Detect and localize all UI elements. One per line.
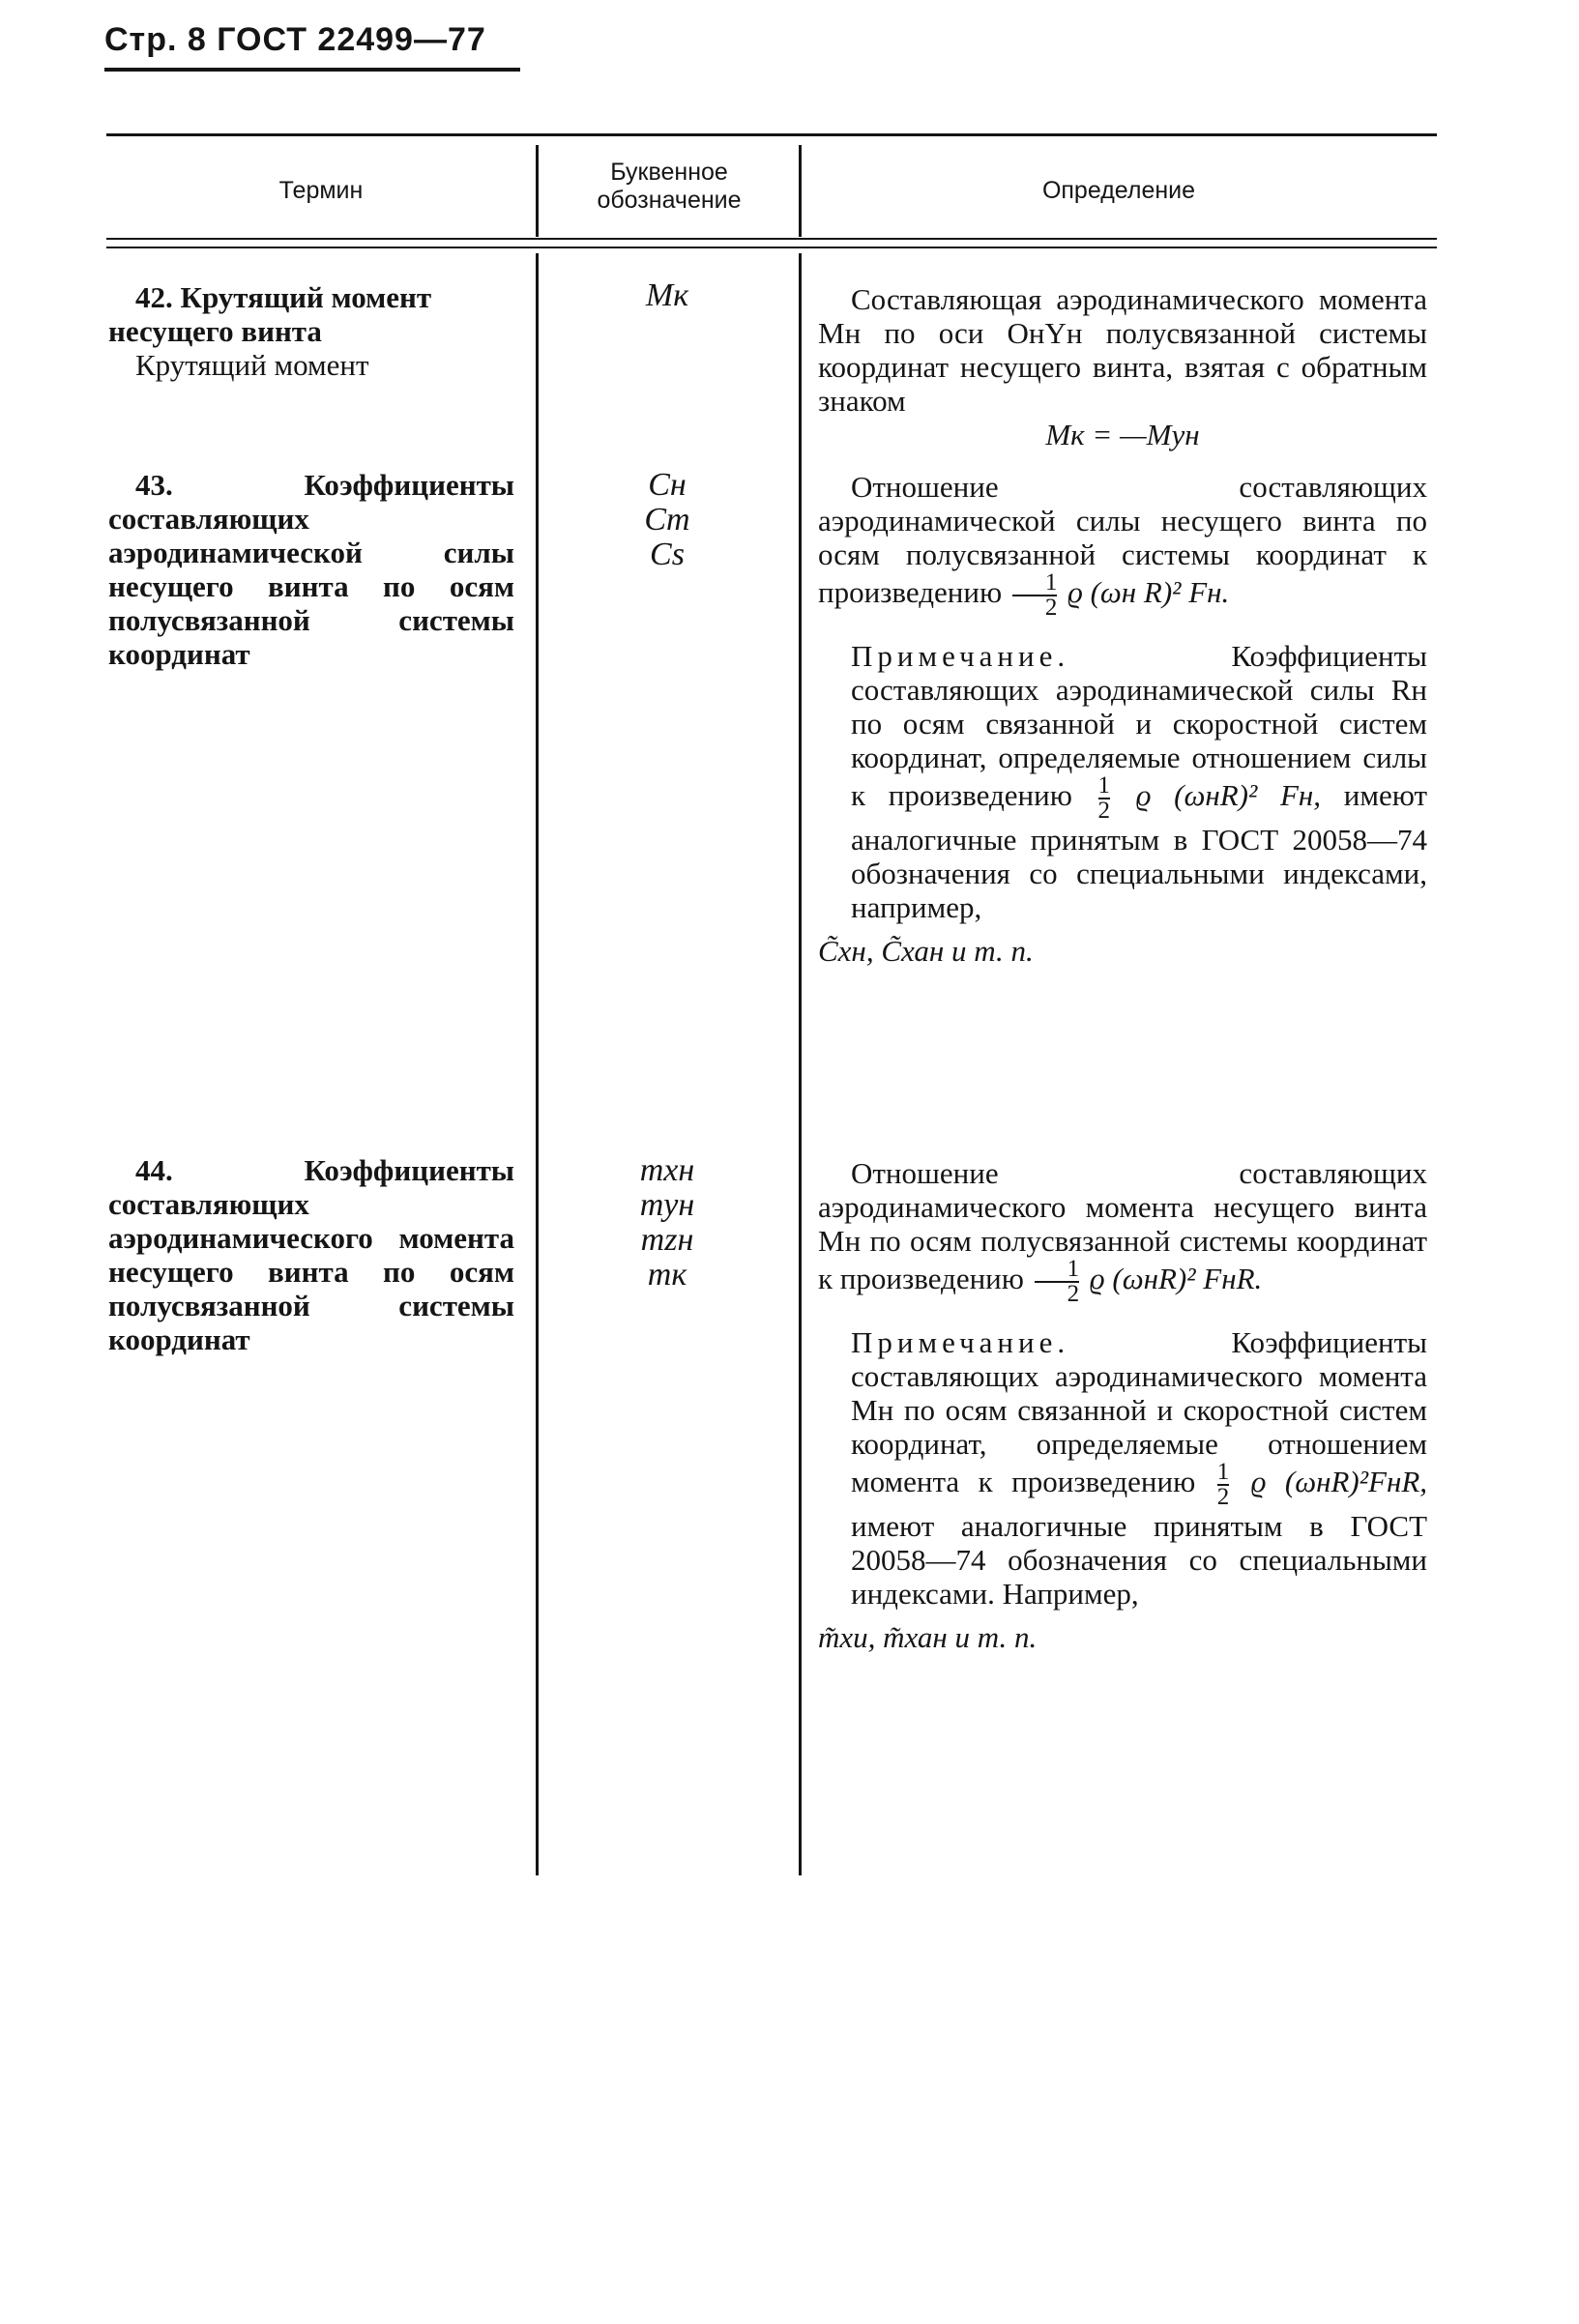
- note-44: Примечание. Коэффициенты составляющих аэродинамического момента Mн по осям связанной и скоростной систем координат, определяемые отношением момента к произведению $\frac{1}{2}$ ϱ (ωнR)²FнR, имеют аналогичные принятым в ГОСТ 20058—74 обозначения со специальными индексами. Например,: [851, 1325, 1428, 1611]
- column-header-definition: Определение: [1041, 177, 1196, 204]
- term-43: 43. Коэффициенты составляющих аэродинамической силы несущего винта по осям полусвязанной системы координат: [108, 468, 514, 671]
- note-43: Примечание. Коэффициенты составляющих аэродинамической силы Rн по осям связанной и скоростной систем координат, определяемые отношением силы к произведению $\frac{1}{2}$ ϱ (ωнR)² Fн, имеют аналогичные принятым в ГОСТ 20058—74 обозначения со специальными индексами, например,: [851, 639, 1427, 924]
- term-44: 44. Коэффициенты составляющих аэродинамического момента несущего винта по осям полусвязанной системы координат: [108, 1153, 514, 1356]
- column-divider: [799, 253, 802, 1875]
- note-examples-43: C̃хн, C̃хан и т. п.: [818, 934, 1034, 968]
- fraction: $\frac{1}{2}$: [1097, 772, 1111, 824]
- page-header: Стр. 8 ГОСТ 22499—77: [104, 21, 486, 58]
- column-header-symbol: Буквенное обозначение: [597, 159, 742, 214]
- column-divider: [536, 145, 539, 237]
- table-top-rule: [106, 133, 1437, 136]
- column-header-term: Термин: [278, 177, 364, 204]
- fraction: $\frac{1}{2}$: [1012, 571, 1058, 620]
- formula-42: Mк = —Mун: [1045, 418, 1200, 451]
- fraction: $\frac{1}{2}$: [1216, 1459, 1230, 1510]
- header-rule: [104, 68, 520, 72]
- symbol-44: mхн mун mzн mк: [639, 1152, 695, 1293]
- header-bottom-rule: [106, 247, 1437, 248]
- header-bottom-rule: [106, 238, 1437, 240]
- fraction: $\frac{1}{2}$: [1035, 1258, 1080, 1306]
- definition-43: Отношение составляющих аэродинамической силы несущего винта по осям полусвязанной системы координат к произведению $\frac{1}{2}$ ϱ (ωн R)² Fн. Примечание. Коэффициенты составляющих аэродинамической силы Rн по осям связанной и скоростной систем координат, определяемые отношением силы к произведению $\frac{1}{2}$ ϱ (ωнR)² Fн, имеют аналогичные принятым в ГОСТ 20058—74 обозначения со специальными индексами, например, C̃хн, C̃хан и т. п.: [818, 470, 1427, 968]
- column-divider: [799, 145, 802, 237]
- symbol-42: Mк: [645, 277, 689, 313]
- definition-42: Составляющая аэродинамического момента Mн по оси OнYн полусвязанной системы координат несущего винта, взятая с обратным знаком Mк = —Mун: [818, 282, 1427, 451]
- term-42: 42. Крутящий момент несущего винта Крутящий момент: [108, 280, 432, 382]
- definition-44: Отношение составляющих аэродинамического момента несущего винта Mн по осям полусвязанной системы координат к произведению $\frac{1}{2}$ ϱ (ωнR)² FнR. Примечание. Коэффициенты составляющих аэродинамического момента Mн по осям связанной и скоростной систем координат, определяемые отношением момента к произведению $\frac{1}{2}$ ϱ (ωнR)²FнR, имеют аналогичные принятым в ГОСТ 20058—74 обозначения со специальными индексами. Например, m̃хи, m̃хан и т. п.: [818, 1156, 1428, 1654]
- note-examples-44: m̃хи, m̃хан и т. п.: [818, 1620, 1038, 1654]
- symbol-43: Cн Cт Cs: [644, 467, 690, 572]
- column-divider: [536, 253, 539, 1875]
